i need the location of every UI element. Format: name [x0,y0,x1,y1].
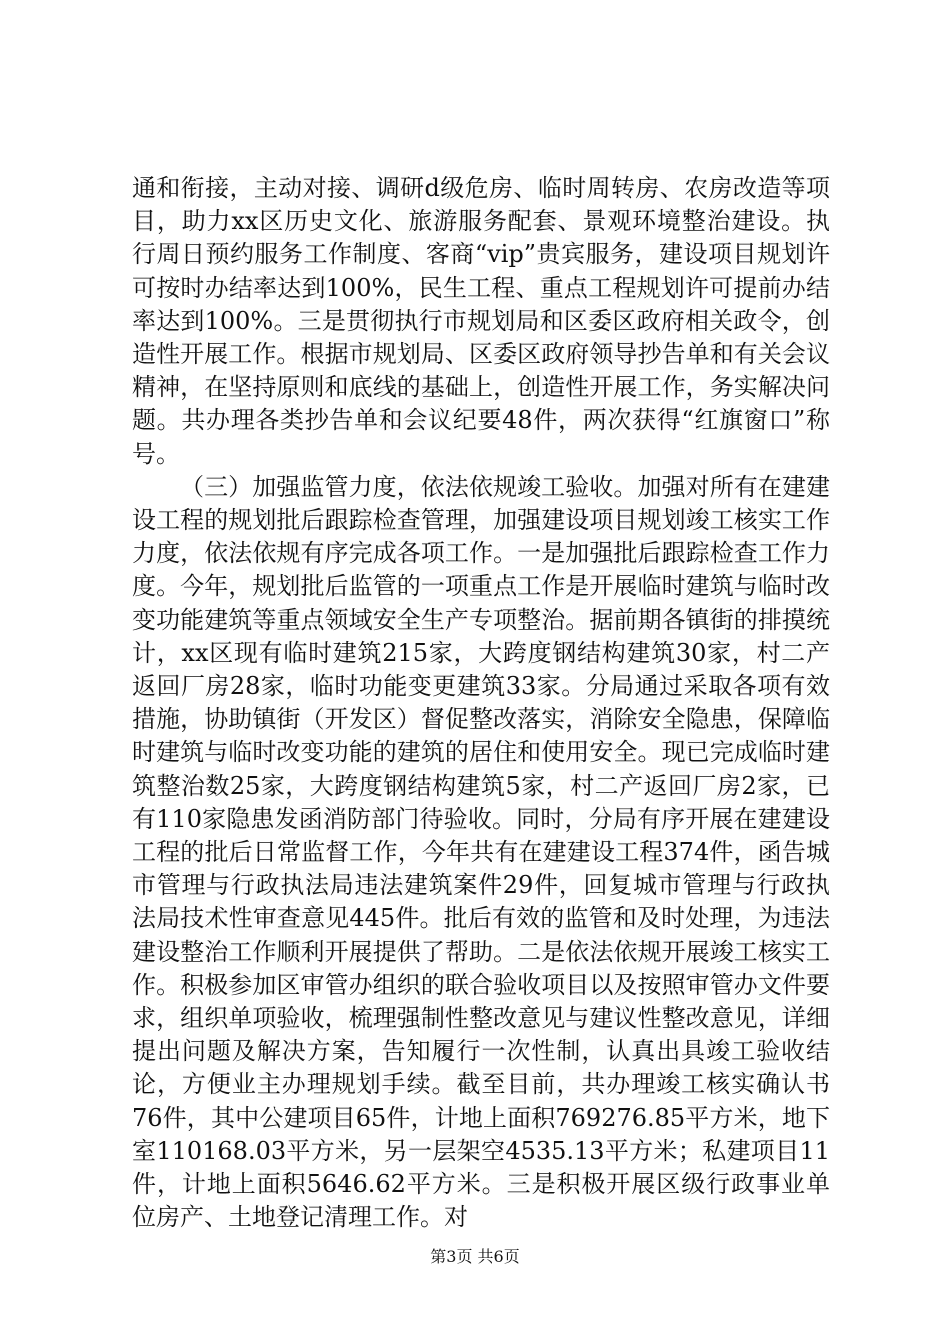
page-number-footer: 第3页 共6页 [430,1247,520,1266]
paragraph-continued: 通和衔接，主动对接、调研d级危房、临时周转房、农房改造等项目，助力xx区历史文化、旅游服务配套、景观环境整治建设。执行周日预约服务工作制度、客商“vip”贵宾服务，建设项目规划许可按时办结率达到100%，民生工程、重点工程规划许可提前办结率达到100%。三是贯彻执行市规划局和区委区政府相关政令，创造性开展工作。根据市规划局、区委区政府领导抄告单和有关会议精神，在坚持原则和底线的基础上，创造性开展工作，务实解决问题。共办理各类抄告单和会议纪要48件，两次获得“红旗窗口”称号。 [132,174,830,468]
document-body [132,172,830,1235]
paragraph-section-three: （三）加强监管力度，依法依规竣工验收。加强对所有在建建设工程的规划批后跟踪检查管理，加强建设项目规划竣工核实工作力度，依法依规有序完成各项工作。一是加强批后跟踪检查工作力度。今年，规划批后监管的一项重点工作是开展临时建筑与临时改变功能建筑等重点领域安全生产专项整治。据前期各镇街的排摸统计，xx区现有临时建筑215家，大跨度钢结构建筑30家，村二产返回厂房28家，临时功能变更建筑33家。分局通过采取各项有效措施，协助镇街（开发区）督促整改落实，消除安全隐患，保障临时建筑与临时改变功能的建筑的居住和使用安全。现已完成临时建筑整治数25家，大跨度钢结构建筑5家，村二产返回厂房2家，已有110家隐患发函消防部门待验收。同时，分局有序开展在建建设工程的批后日常监督工作，今年共有在建建设工程374件，函告城市管理与行政执法局违法建筑案件29件，回复城市管理与行政执法局技术性审查意见445件。批后有效的监管和及时处理，为违法建设整治工作顺利开展提供了帮助。二是依法依规开展竣工核实工作。积极参加区审管办组织的联合验收项目以及按照审管办文件要求，组织单项验收，梳理强制性整改意见与建议性整改意见，详细提出问题及解决方案，告知履行一次性制，认真出具竣工验收结论，方便业主办理规划手续。截至目前，共办理竣工核实确认书76件，其中公建项目65件，计地上面积769276.85平方米，地下室110168.03平方米，另一层架空4535.13平方米；私建项目11件，计地上面积5646.62平方米。三是积极开展区级行政事业单位房产、土地登记清理工作。对 [132,472,830,1232]
